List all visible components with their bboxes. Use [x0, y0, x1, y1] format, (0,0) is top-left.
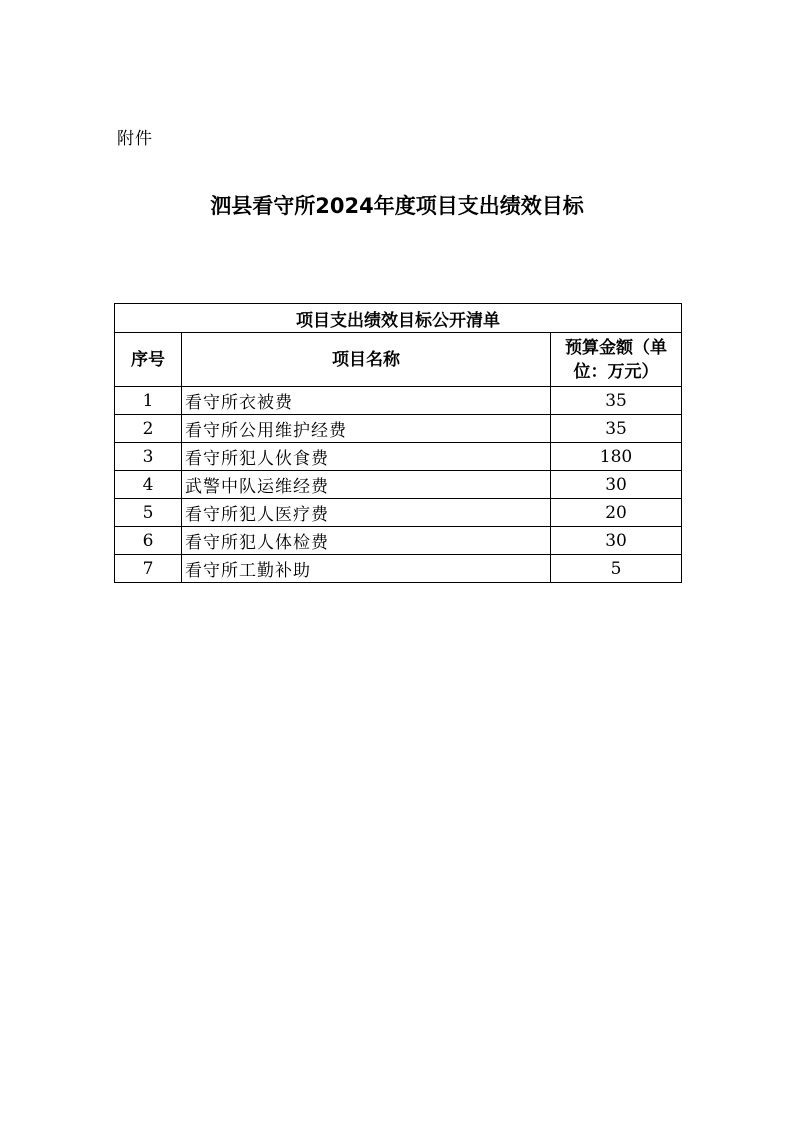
header-budget-line2: 位：万元） [573, 361, 659, 382]
table-row [115, 499, 682, 527]
header-budget [551, 333, 682, 387]
row-no: 3 [115, 443, 182, 471]
table-caption: 项目支出绩效目标公开清单 [115, 304, 682, 333]
row-no: 6 [115, 527, 182, 555]
table-row [115, 471, 682, 499]
row-amount: 20 [551, 499, 682, 527]
row-project-name: 武警中队运维经费 [182, 471, 551, 499]
header-project-name: 项目名称 [182, 333, 551, 387]
row-project-name: 看守所犯人体检费 [182, 527, 551, 555]
table-header-row [115, 333, 682, 387]
document-title: 泗县看守所2024年度项目支出绩效目标 [210, 194, 584, 218]
row-project-name: 看守所衣被费 [182, 387, 551, 415]
row-amount: 35 [551, 387, 682, 415]
table-row [115, 415, 682, 443]
row-amount: 35 [551, 415, 682, 443]
row-project-name: 看守所犯人医疗费 [182, 499, 551, 527]
header-budget-line1: 预算金额（单 [565, 337, 667, 358]
row-amount: 30 [551, 471, 682, 499]
table-row [115, 527, 682, 555]
row-no: 4 [115, 471, 182, 499]
row-project-name: 看守所公用维护经费 [182, 415, 551, 443]
table-row [115, 555, 682, 583]
row-no: 2 [115, 415, 182, 443]
row-amount: 180 [551, 443, 682, 471]
table-row [115, 387, 682, 415]
row-no: 5 [115, 499, 182, 527]
header-no: 序号 [115, 333, 182, 387]
attachment-label: 附件 [117, 129, 153, 149]
row-amount: 30 [551, 527, 682, 555]
table-caption-row [115, 304, 682, 333]
performance-target-table [114, 303, 682, 583]
table-row [115, 443, 682, 471]
row-project-name: 看守所犯人伙食费 [182, 443, 551, 471]
row-amount: 5 [551, 555, 682, 583]
row-project-name: 看守所工勤补助 [182, 555, 551, 583]
row-no: 7 [115, 555, 182, 583]
row-no: 1 [115, 387, 182, 415]
